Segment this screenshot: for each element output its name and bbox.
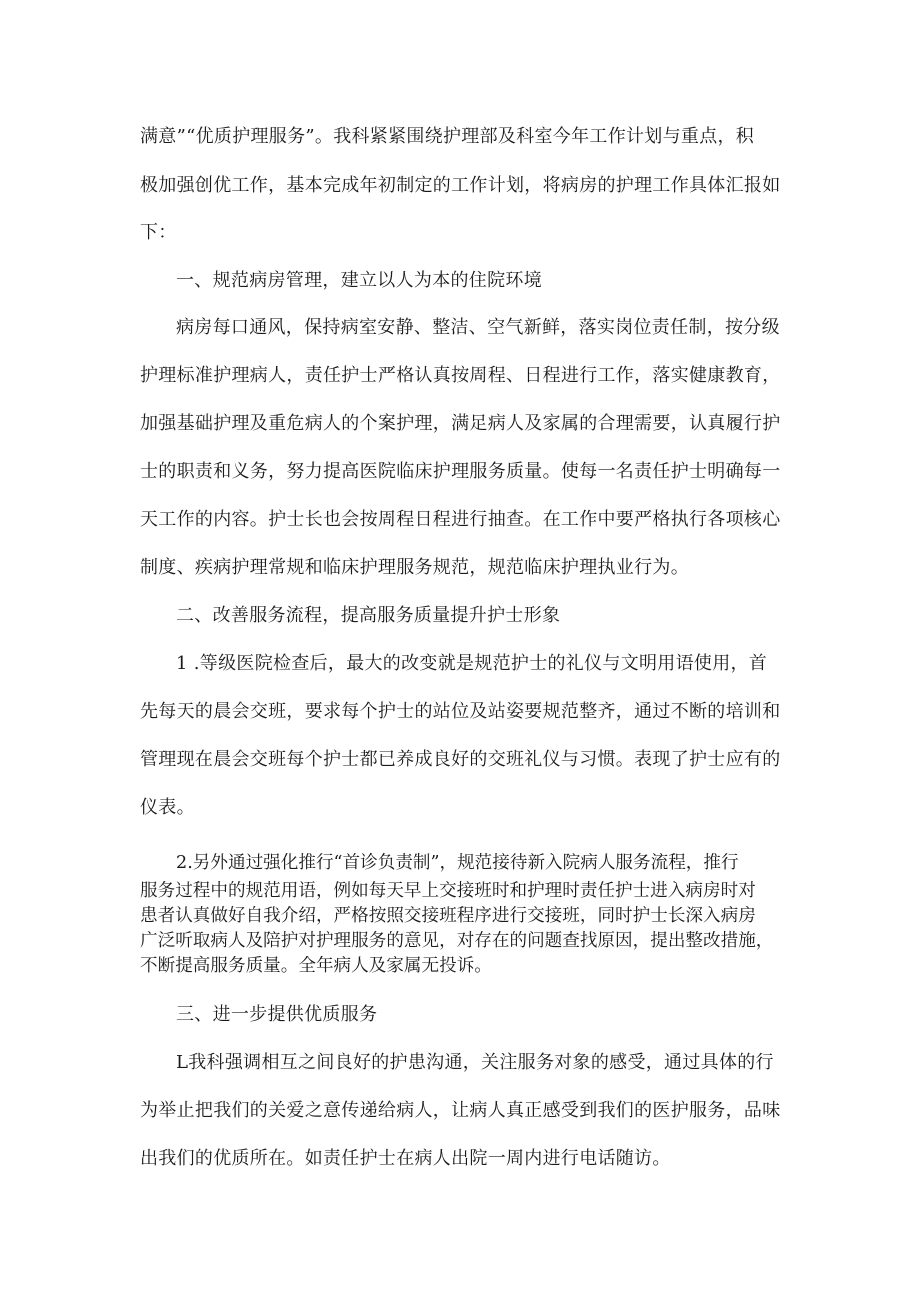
- section1-heading: 一、规范病房管理，建立以人为本的住院环境: [176, 270, 542, 291]
- section3-item1-line-3: 出我们的优质所在。如责任护士在病人出院一周内进行电话随访。: [140, 1148, 671, 1169]
- section1-line-6: 制度、疾病护理常规和临床护理服务规范，规范临床护理执业行为。: [140, 557, 689, 578]
- section3-heading: 三、进一步提供优质服务: [176, 1004, 378, 1025]
- section3-item1-line-1: L我科强调相互之间良好的护患沟通，关注服务对象的感受，通过具体的行: [176, 1052, 774, 1073]
- section2-item1-line-1: 1 .等级医院检查后，最大的改变就是规范护士的礼仪与文明用语使用，首: [176, 653, 768, 674]
- section2-heading: 二、改善服务流程，提高服务质量提升护士形象: [176, 605, 561, 626]
- section2-item2-line-3: 患者认真做好自我介绍，严格按照交接班程序进行交接班，同时护士长深入病房: [140, 906, 756, 926]
- section2-item2-line-5: 不断提高服务质量。全年病人及家属无投诉。: [140, 956, 492, 976]
- section1-line-2: 护理标准护理病人，责任护士严格认真按周程、日程进行工作，落实健康教育，: [140, 365, 781, 386]
- section1-line-5: 天工作的内容。护士长也会按周程日程进行抽查。在工作中要严格执行各项核心: [140, 509, 781, 530]
- intro-line-3: 下：: [140, 222, 177, 243]
- intro-line-1: 满意”“优质护理服务”。我科紧紧围绕护理部及科室今年工作计划与重点，积: [140, 126, 755, 147]
- section1-line-3: 加强基础护理及重危病人的个案护理，满足病人及家属的合理需要，认真履行护: [140, 413, 781, 434]
- section3-item1-line-2: 为举止把我们的关爱之意传递给病人，让病人真正感受到我们的医护服务，品味: [140, 1100, 781, 1121]
- intro-line-2: 极加强创优工作，基本完成年初制定的工作计划，将病房的护理工作具体汇报如: [140, 175, 781, 196]
- section2-item1-line-2: 先每天的晨会交班，要求每个护士的站位及站姿要规范整齐，通过不断的培训和: [140, 701, 781, 722]
- section2-item1-line-4: 仪表。: [140, 797, 195, 818]
- section2-item2-line-1: 2.另外通过强化推行“首诊负责制”，规范接待新入院病人服务流程，推行: [176, 853, 739, 873]
- section1-line-4: 士的职责和义务，努力提高医院临床护理服务质量。使每一名责任护士明确每一: [140, 461, 781, 482]
- section2-item2-line-4: 广泛听取病人及陪护对护理服务的意见，对存在的问题查找原因，提出整改措施，: [140, 931, 774, 951]
- section2-item2-line-2: 服务过程中的规范用语，例如每天早上交接班时和护理时责任护士进入病房时对: [140, 881, 756, 901]
- section2-item1-line-3: 管理现在晨会交班每个护士都已养成良好的交班礼仪与习惯。表现了护士应有的: [140, 749, 781, 770]
- section1-line-1: 病房每口通风，保持病室安静、整洁、空气新鲜，落实岗位责任制，按分级: [176, 317, 780, 338]
